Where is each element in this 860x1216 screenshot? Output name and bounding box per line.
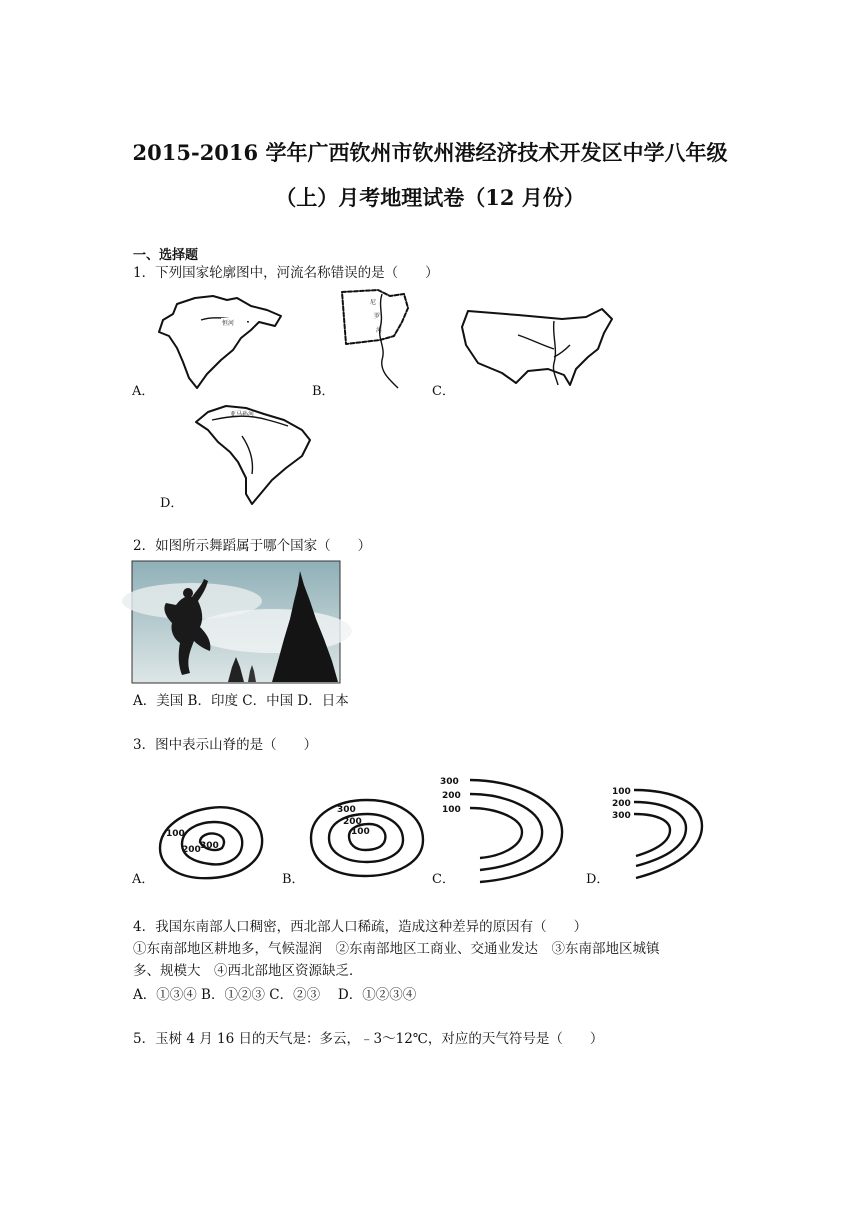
contour-c-label-200: 200 — [442, 791, 461, 801]
contour-map-a — [152, 798, 272, 884]
contour-d-label-300: 300 — [612, 811, 631, 821]
q1-option-a-label: A． — [132, 384, 155, 399]
map-egypt-figure — [338, 288, 418, 393]
map-usa-figure — [458, 305, 618, 395]
question-3-text: 3．图中表示山脊的是（ ） — [133, 737, 318, 753]
contour-d-label-200: 200 — [612, 799, 631, 809]
contour-b-label-200: 200 — [343, 817, 362, 827]
map-india-figure — [155, 292, 290, 392]
map-south-america-figure — [190, 402, 320, 508]
q3-option-b-label: B． — [282, 872, 305, 887]
contour-c-label-300: 300 — [440, 777, 459, 787]
contour-d-label-100: 100 — [612, 787, 631, 797]
question-2-options: A．美国 B．印度 C．中国 D．日本 — [133, 693, 349, 709]
contour-map-b — [305, 792, 429, 882]
q1-option-c-label: C． — [432, 384, 455, 399]
svg-text:亚马孙河: 亚马孙河 — [230, 411, 255, 418]
question-4-text: 4．我国东南部人口稠密，西北部人口稀疏，造成这种差异的原因有（ ） — [133, 919, 588, 935]
contour-a-label-300: 300 — [200, 841, 219, 851]
question-1-text: 1．下列国家轮廓图中，河流名称错误的是（ ） — [133, 265, 439, 281]
svg-text:恒河: 恒河 — [222, 320, 235, 327]
exam-title-line1: 2015-2016 学年广西钦州市钦州港经济技术开发区中学八年级 — [132, 140, 728, 165]
contour-b-label-100: 100 — [351, 827, 370, 837]
section-heading: 一、选择题 — [133, 248, 199, 263]
svg-text:尼: 尼 — [370, 299, 377, 306]
q1-option-d-label: D． — [160, 496, 184, 511]
question-4-line3: 多、规模大 ④西北部地区资源缺乏． — [133, 963, 363, 979]
contour-a-label-100: 100 — [166, 829, 185, 839]
q1-option-b-label: B． — [312, 384, 335, 399]
dance-photo — [132, 561, 340, 683]
q3-option-c-label: C． — [432, 872, 455, 887]
svg-text:罗: 罗 — [374, 313, 381, 320]
question-4-line2: ①东南部地区耕地多，气候湿润 ②东南部地区工商业、交通业发达 ③东南部地区城镇 — [133, 941, 660, 957]
contour-map-d — [612, 784, 712, 884]
svg-text:河: 河 — [376, 327, 383, 334]
question-5-text: 5．玉树 4 月 16 日的天气是：多云，﹣3～12℃，对应的天气符号是（ ） — [133, 1031, 604, 1047]
contour-c-label-100: 100 — [442, 805, 461, 815]
exam-title-line2: （上）月考地理试卷（12 月份） — [275, 185, 585, 210]
question-4-options: A．①③④ B．①②③ C．②③ D．①②③④ — [133, 987, 417, 1003]
q3-option-a-label: A． — [132, 872, 155, 887]
contour-b-label-300: 300 — [337, 805, 356, 815]
contour-map-c — [440, 768, 570, 884]
contour-a-label-200: 200 — [182, 845, 201, 855]
q3-option-d-label: D． — [586, 872, 610, 887]
question-2-text: 2．如图所示舞蹈属于哪个国家（ ） — [133, 538, 372, 554]
